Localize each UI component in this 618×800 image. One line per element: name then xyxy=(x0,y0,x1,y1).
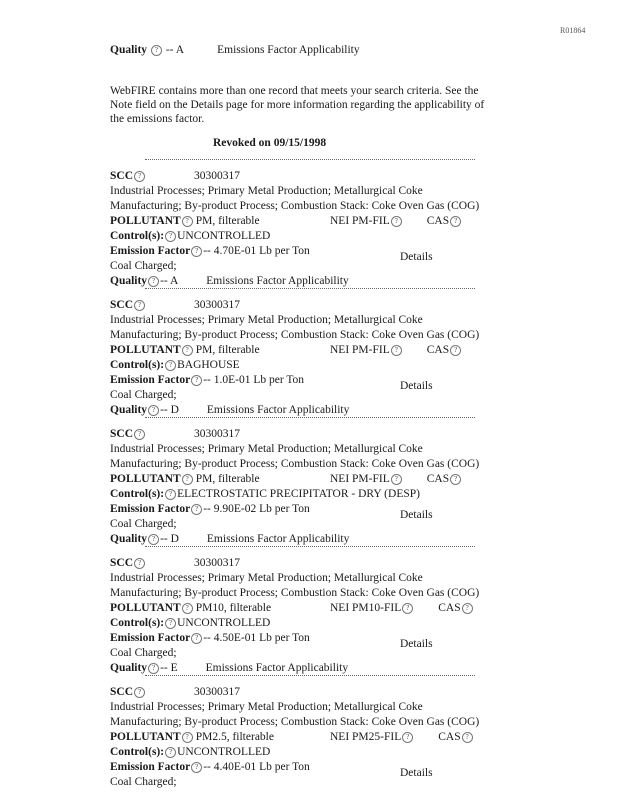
pollutant-line xyxy=(110,472,260,487)
help-icon[interactable]: ? xyxy=(148,276,159,287)
nei-code xyxy=(330,730,474,745)
pollutant-value: PM, filterable xyxy=(195,215,260,227)
controls-value: UNCONTROLLED xyxy=(177,617,271,629)
pollutant-line xyxy=(110,730,274,745)
help-icon[interactable]: ? xyxy=(134,558,145,569)
nei-value: NEI PM10-FIL xyxy=(330,602,402,614)
cas-label: CAS xyxy=(426,344,450,356)
applicability-link[interactable]: Emissions Factor Applicability xyxy=(217,44,360,56)
help-icon[interactable]: ? xyxy=(165,360,176,371)
help-icon[interactable]: ? xyxy=(151,45,162,56)
nei-value: NEI PM-FIL xyxy=(330,344,390,356)
description-line: Manufacturing; By-product Process; Combustion Stack: Coke Oven Gas (COG) xyxy=(110,458,480,470)
description-line: Manufacturing; By-product Process; Combustion Stack: Coke Oven Gas (COG) xyxy=(110,329,480,341)
factor-value: -- 4.50E-01 Lb per Ton xyxy=(203,632,310,644)
quality-value: -- D xyxy=(160,404,179,416)
applicability-link[interactable]: Emissions Factor Applicability xyxy=(206,533,350,545)
pollutant-value: PM10, filterable xyxy=(195,602,272,614)
factor-line xyxy=(110,373,304,388)
help-icon[interactable]: ? xyxy=(462,603,473,614)
cas-label: CAS xyxy=(426,215,450,227)
controls-value: UNCONTROLLED xyxy=(177,746,271,758)
help-icon[interactable]: ? xyxy=(148,534,159,545)
scc-label: SCC xyxy=(110,686,134,698)
scc-value[interactable]: 30300317 xyxy=(194,557,241,569)
scc-line xyxy=(110,427,240,442)
help-icon[interactable]: ? xyxy=(191,504,202,515)
details-link[interactable]: Details xyxy=(400,251,433,263)
details-link[interactable]: Details xyxy=(400,638,433,650)
notice-line: Note field on the Details page for more information regarding the applicability of xyxy=(110,99,485,111)
help-icon[interactable]: ? xyxy=(182,732,193,743)
factor-value: -- 9.90E-02 Lb per Ton xyxy=(203,503,310,515)
factor-line xyxy=(110,502,310,517)
factor-label: Emission Factor xyxy=(110,374,191,386)
unit-line: Coal Charged; xyxy=(110,260,177,272)
help-icon[interactable]: ? xyxy=(165,231,176,242)
cas-label: CAS xyxy=(426,473,450,485)
unit-line: Coal Charged; xyxy=(110,776,177,788)
pollutant-label: POLLUTANT xyxy=(110,602,181,614)
nei-value: NEI PM-FIL xyxy=(330,473,390,485)
pollutant-value: PM, filterable xyxy=(195,473,260,485)
quality-value: -- A xyxy=(165,44,184,56)
quality-label: Quality xyxy=(110,662,148,674)
cas-label: CAS xyxy=(438,602,461,614)
scc-value[interactable]: 30300317 xyxy=(194,299,241,311)
cas-label: CAS xyxy=(438,731,461,743)
help-icon[interactable]: ? xyxy=(191,375,202,386)
description-line: Manufacturing; By-product Process; Combustion Stack: Coke Oven Gas (COG) xyxy=(110,716,480,728)
page-id: R01864 xyxy=(560,26,586,35)
nei-code xyxy=(330,472,462,487)
scc-value[interactable]: 30300317 xyxy=(194,170,241,182)
help-icon[interactable]: ? xyxy=(450,345,461,356)
scc-line xyxy=(110,298,240,313)
description-line: Manufacturing; By-product Process; Combustion Stack: Coke Oven Gas (COG) xyxy=(110,200,480,212)
controls-label: Control(s): xyxy=(110,488,165,500)
pollutant-label: POLLUTANT xyxy=(110,344,181,356)
description-line: Industrial Processes; Primary Metal Production; Metallurgical Coke xyxy=(110,314,423,326)
help-icon[interactable]: ? xyxy=(182,345,193,356)
pollutant-label: POLLUTANT xyxy=(110,215,181,227)
quality-line xyxy=(110,661,348,676)
quality-line xyxy=(110,403,349,418)
controls-line xyxy=(110,745,270,760)
scc-value[interactable]: 30300317 xyxy=(194,686,241,698)
controls-line xyxy=(110,616,270,631)
factor-label: Emission Factor xyxy=(110,761,191,773)
help-icon[interactable]: ? xyxy=(402,603,413,614)
quality-line xyxy=(110,274,349,289)
details-link[interactable]: Details xyxy=(400,767,433,779)
factor-line xyxy=(110,760,310,775)
help-icon[interactable]: ? xyxy=(191,246,202,257)
help-icon[interactable]: ? xyxy=(165,747,176,758)
help-icon[interactable]: ? xyxy=(148,405,159,416)
controls-label: Control(s): xyxy=(110,359,165,371)
unit-line: Coal Charged; xyxy=(110,647,177,659)
applicability-link[interactable]: Emissions Factor Applicability xyxy=(206,275,349,287)
factor-label: Emission Factor xyxy=(110,632,191,644)
notice-line: WebFIRE contains more than one record that meets your search criteria. See the xyxy=(110,85,479,97)
controls-line xyxy=(110,358,240,373)
help-icon[interactable]: ? xyxy=(391,345,402,356)
notice xyxy=(110,84,484,126)
pollutant-label: POLLUTANT xyxy=(110,473,181,485)
nei-code xyxy=(330,214,462,229)
controls-line xyxy=(110,487,420,502)
factor-value: -- 1.0E-01 Lb per Ton xyxy=(203,374,305,386)
pollutant-label: POLLUTANT xyxy=(110,731,181,743)
nei-code xyxy=(330,343,462,358)
header-quality xyxy=(110,44,360,56)
description-line: Industrial Processes; Primary Metal Production; Metallurgical Coke xyxy=(110,701,423,713)
factor-line xyxy=(110,631,310,646)
separator-dots xyxy=(145,159,475,160)
factor-value: -- 4.40E-01 Lb per Ton xyxy=(203,761,310,773)
factor-label: Emission Factor xyxy=(110,503,191,515)
separator-dots xyxy=(145,417,475,418)
help-icon[interactable]: ? xyxy=(450,474,461,485)
pollutant-line xyxy=(110,343,260,358)
controls-label: Control(s): xyxy=(110,617,165,629)
quality-label: Quality xyxy=(110,533,148,545)
quality-value: -- E xyxy=(160,662,178,674)
unit-line: Coal Charged; xyxy=(110,518,177,530)
scc-label: SCC xyxy=(110,557,134,569)
help-icon[interactable]: ? xyxy=(191,762,202,773)
pollutant-value: PM2.5, filterable xyxy=(195,731,274,743)
scc-value[interactable]: 30300317 xyxy=(194,428,241,440)
help-icon[interactable]: ? xyxy=(182,474,193,485)
description-line: Industrial Processes; Primary Metal Production; Metallurgical Coke xyxy=(110,572,423,584)
scc-label: SCC xyxy=(110,170,134,182)
quality-label: Quality xyxy=(110,275,148,287)
help-icon[interactable]: ? xyxy=(391,474,402,485)
help-icon[interactable]: ? xyxy=(182,603,193,614)
controls-value: ELECTROSTATIC PRECIPITATOR - DRY (DESP) xyxy=(177,488,420,500)
scc-line xyxy=(110,685,240,700)
help-icon[interactable]: ? xyxy=(134,687,145,698)
nei-value: NEI PM-FIL xyxy=(330,215,390,227)
help-icon[interactable]: ? xyxy=(391,216,402,227)
controls-value: UNCONTROLLED xyxy=(177,230,271,242)
help-icon[interactable]: ? xyxy=(450,216,461,227)
help-icon[interactable]: ? xyxy=(182,216,193,227)
help-icon[interactable]: ? xyxy=(165,489,176,500)
quality-label: Quality xyxy=(110,404,148,416)
nei-value: NEI PM25-FIL xyxy=(330,731,402,743)
scc-label: SCC xyxy=(110,428,134,440)
scc-label: SCC xyxy=(110,299,134,311)
revoked-heading: Revoked on 09/15/1998 xyxy=(213,137,327,149)
help-icon[interactable]: ? xyxy=(134,171,145,182)
controls-value: BAGHOUSE xyxy=(177,359,240,371)
notice-line: the emissions factor. xyxy=(110,113,205,125)
applicability-link[interactable]: Emissions Factor Applicability xyxy=(206,404,350,416)
help-icon[interactable]: ? xyxy=(165,618,176,629)
help-icon[interactable]: ? xyxy=(402,732,413,743)
scc-line xyxy=(110,556,240,571)
nei-code xyxy=(330,601,474,616)
factor-label: Emission Factor xyxy=(110,245,191,257)
scc-line xyxy=(110,169,240,184)
pollutant-line xyxy=(110,601,271,616)
unit-line: Coal Charged; xyxy=(110,389,177,401)
separator-dots xyxy=(145,546,475,547)
controls-label: Control(s): xyxy=(110,746,165,758)
pollutant-line xyxy=(110,214,260,229)
description-line: Industrial Processes; Primary Metal Production; Metallurgical Coke xyxy=(110,185,423,197)
help-icon[interactable]: ? xyxy=(148,663,159,674)
quality-label: Quality xyxy=(110,44,148,56)
details-link[interactable]: Details xyxy=(400,380,433,392)
controls-label: Control(s): xyxy=(110,230,165,242)
help-icon[interactable]: ? xyxy=(191,633,202,644)
factor-line xyxy=(110,244,310,259)
help-icon[interactable]: ? xyxy=(134,429,145,440)
controls-line xyxy=(110,229,270,244)
applicability-link[interactable]: Emissions Factor Applicability xyxy=(205,662,349,674)
help-icon[interactable]: ? xyxy=(134,300,145,311)
factor-value: -- 4.70E-01 Lb per Ton xyxy=(203,245,310,257)
separator-dots xyxy=(145,675,475,676)
separator-dots xyxy=(145,288,475,289)
details-link[interactable]: Details xyxy=(400,509,433,521)
quality-value: -- A xyxy=(160,275,179,287)
help-icon[interactable]: ? xyxy=(462,732,473,743)
quality-value: -- D xyxy=(160,533,179,545)
description-line: Manufacturing; By-product Process; Combustion Stack: Coke Oven Gas (COG) xyxy=(110,587,480,599)
pollutant-value: PM, filterable xyxy=(195,344,260,356)
description-line: Industrial Processes; Primary Metal Production; Metallurgical Coke xyxy=(110,443,423,455)
quality-line xyxy=(110,532,349,547)
